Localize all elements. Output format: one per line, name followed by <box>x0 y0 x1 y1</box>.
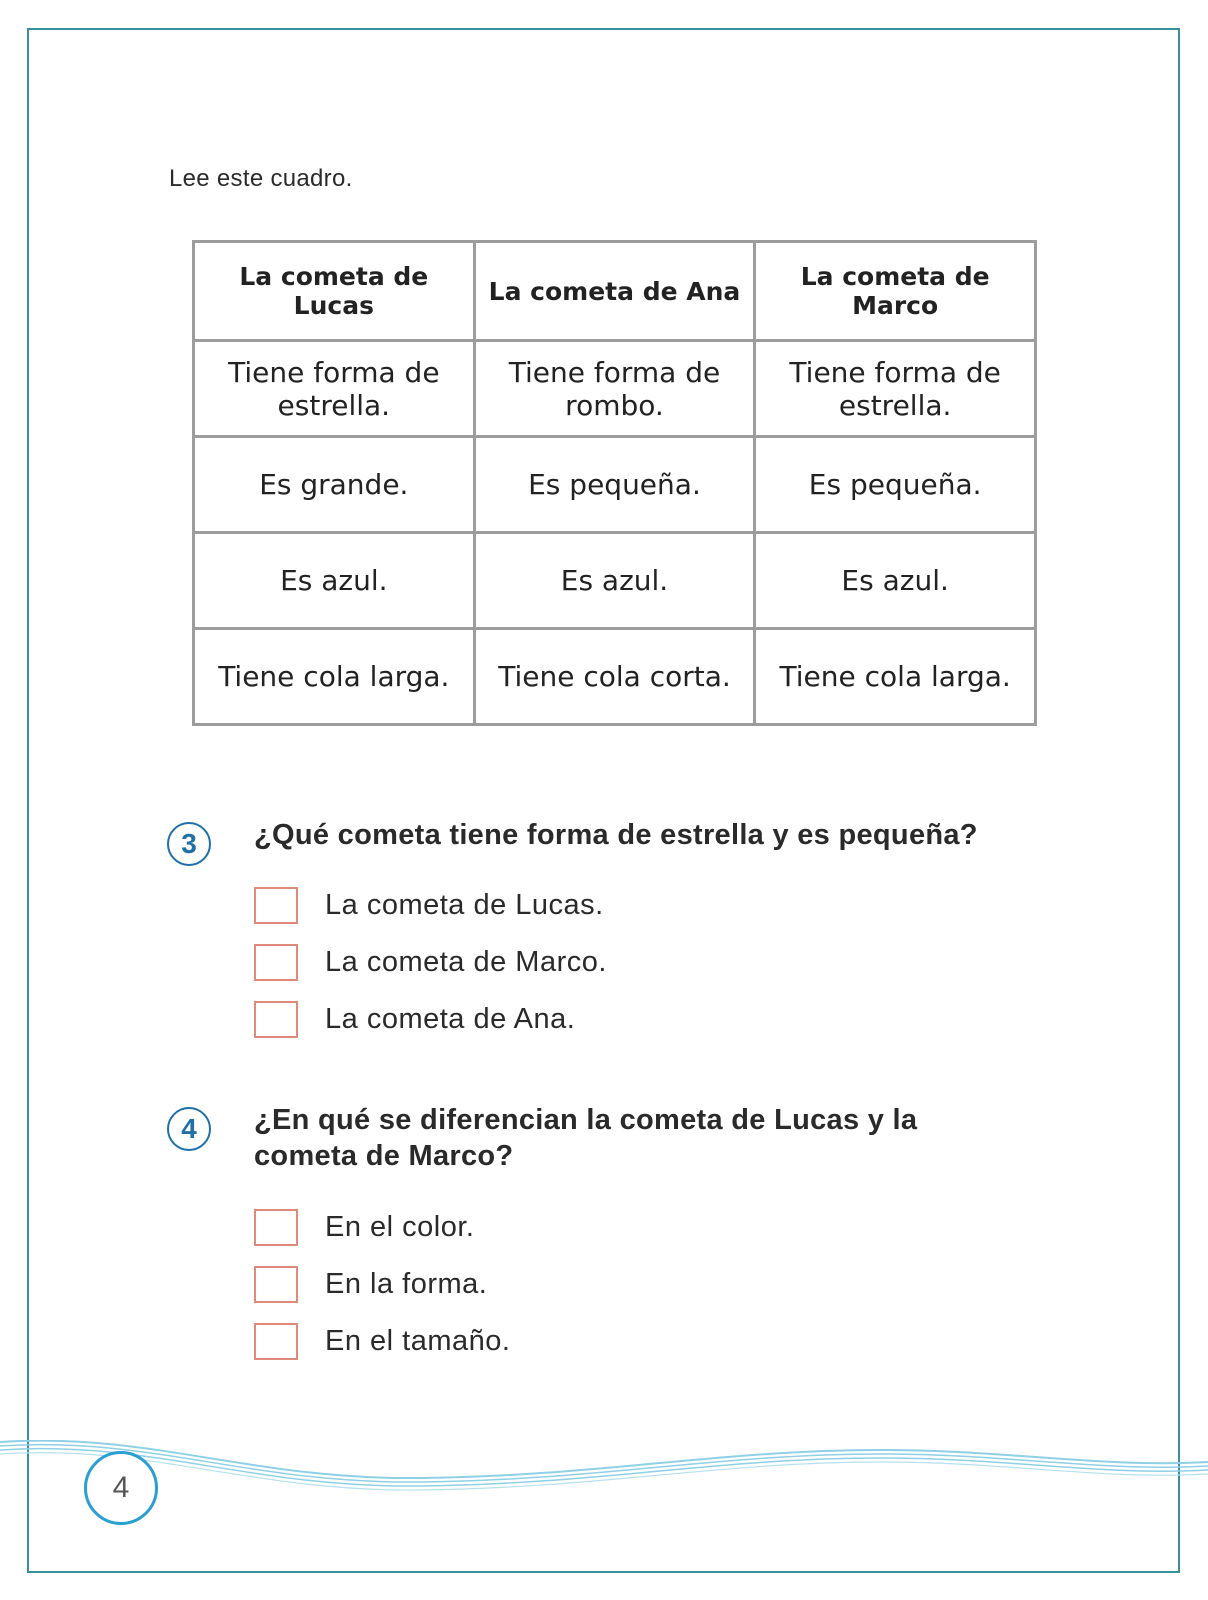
option-label: La cometa de Lucas. <box>325 888 604 921</box>
table-cell: Es pequeña. <box>755 437 1036 533</box>
checkbox[interactable] <box>254 887 298 924</box>
table-cell: Es azul. <box>194 533 475 629</box>
option-label: En el tamaño. <box>325 1324 511 1357</box>
checkbox[interactable] <box>254 1266 298 1303</box>
question-4-option-3[interactable] <box>254 1321 510 1361</box>
option-label: La cometa de Ana. <box>325 1002 576 1035</box>
wave-decoration <box>0 1440 1208 1520</box>
table-cell: Tiene forma de estrella. <box>194 341 475 437</box>
question-3-option-1[interactable] <box>254 885 604 925</box>
question-4-option-2[interactable] <box>254 1264 487 1304</box>
table-header-row <box>194 242 1036 341</box>
header-lucas: La cometa de Lucas <box>194 242 475 341</box>
table-cell: Tiene forma de rombo. <box>474 341 755 437</box>
table-row <box>194 533 1036 629</box>
table-cell: Es pequeña. <box>474 437 755 533</box>
table-cell: Tiene forma de estrella. <box>755 341 1036 437</box>
table-cell: Es azul. <box>474 533 755 629</box>
question-3-number: 3 <box>167 822 211 866</box>
table-row <box>194 437 1036 533</box>
question-4-option-1[interactable] <box>254 1207 474 1247</box>
checkbox[interactable] <box>254 1323 298 1360</box>
question-3-option-3[interactable] <box>254 999 575 1039</box>
table-cell: Tiene cola larga. <box>194 629 475 725</box>
checkbox[interactable] <box>254 944 298 981</box>
question-4-number: 4 <box>167 1107 211 1151</box>
table-row <box>194 629 1036 725</box>
checkbox[interactable] <box>254 1001 298 1038</box>
question-3-text: ¿Qué cometa tiene forma de estrella y es pequeña? <box>254 819 978 851</box>
question-3-option-2[interactable] <box>254 942 607 982</box>
header-marco: La cometa de Marco <box>755 242 1036 341</box>
page-number: 4 <box>84 1451 158 1525</box>
question-4-text: ¿En qué se diferencian la cometa de Lucas y la cometa de Marco? <box>254 1104 918 1172</box>
option-label: En la forma. <box>325 1267 488 1300</box>
kites-table <box>192 240 1037 726</box>
checkbox[interactable] <box>254 1209 298 1246</box>
table-cell: Es grande. <box>194 437 475 533</box>
table-row <box>194 341 1036 437</box>
intro-text: Lee este cuadro. <box>169 165 353 192</box>
option-label: La cometa de Marco. <box>325 945 607 978</box>
table-cell: Tiene cola larga. <box>755 629 1036 725</box>
table-cell: Tiene cola corta. <box>474 629 755 725</box>
table-cell: Es azul. <box>755 533 1036 629</box>
header-ana: La cometa de Ana <box>474 242 755 341</box>
option-label: En el color. <box>325 1210 475 1243</box>
